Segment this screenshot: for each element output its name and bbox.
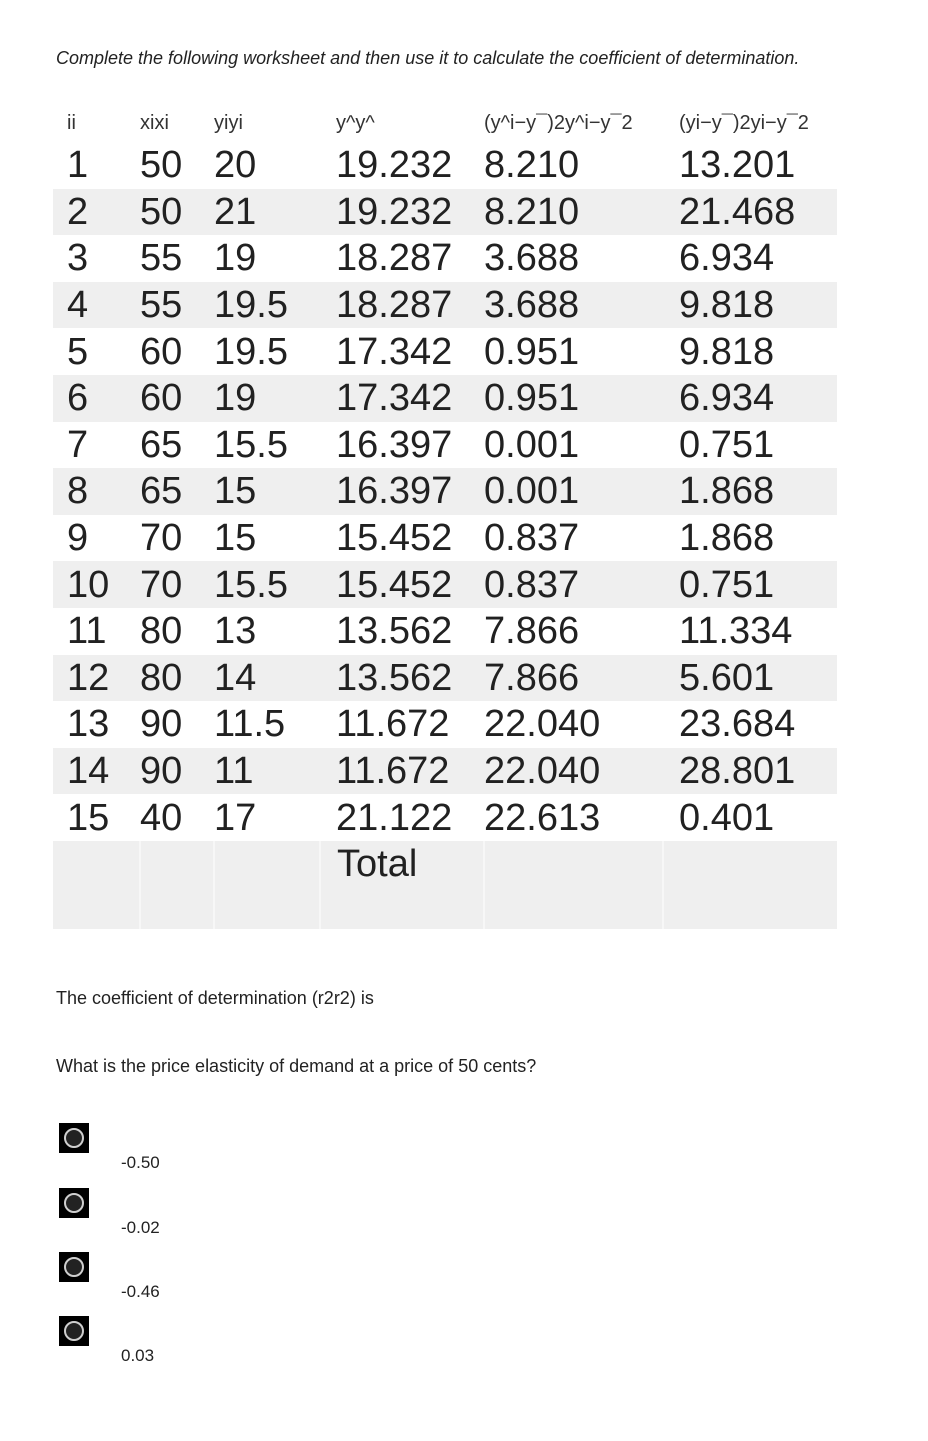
cell-x: 55 (140, 282, 214, 329)
header-y: yiyi (214, 111, 243, 134)
cell-y-hat: 16.397 (320, 468, 484, 515)
answer-option-label: -0.46 (121, 1282, 160, 1301)
cell-total-squares: 13.201 (679, 144, 796, 187)
cell-y: 14 (214, 655, 320, 702)
header-explained-squares: (y^i−y¯)2y^i−y¯2 (484, 111, 633, 134)
cell-y: 21 (214, 189, 320, 236)
cell-y-hat: 13.562 (336, 610, 453, 653)
cell-i: 2 (53, 189, 140, 236)
answer-option-label: -0.02 (121, 1218, 160, 1237)
cell-explained-squares: 7.866 (484, 655, 663, 702)
table-row (53, 328, 837, 375)
table-body (53, 142, 837, 929)
table-row (53, 375, 837, 422)
cell-x: 80 (140, 610, 183, 653)
cell-i: 10 (53, 561, 140, 608)
table-row (53, 561, 837, 608)
cell-y: 19 (214, 375, 320, 422)
total-input-cell[interactable] (663, 841, 837, 929)
cell-y-hat: 21.122 (336, 796, 453, 839)
cell-y-hat: 11.672 (336, 703, 450, 746)
cell-total-squares: 21.468 (663, 189, 837, 236)
cell-y: 11 (214, 748, 320, 795)
radio-icon[interactable] (59, 1188, 89, 1218)
cell-explained-squares: 0.001 (484, 468, 663, 515)
cell-i: 9 (67, 517, 89, 560)
answer-option-1[interactable] (56, 1123, 356, 1173)
cell-x: 55 (140, 237, 183, 280)
cell-y: 15 (214, 468, 320, 515)
table-header-row (53, 104, 837, 142)
cell-i: 1 (67, 144, 89, 187)
worksheet-instruction: Complete the following worksheet and then use it to calculate the coefficient of determination. (56, 48, 800, 68)
total-empty-cell (214, 841, 320, 929)
cell-i: 11 (67, 610, 107, 653)
radio-icon[interactable] (59, 1123, 89, 1153)
cell-total-squares: 0.751 (663, 561, 837, 608)
cell-total-squares: 28.801 (663, 748, 837, 795)
table-row (53, 748, 837, 795)
cell-y: 19.5 (214, 282, 320, 329)
cell-explained-squares: 0.001 (484, 423, 580, 466)
cell-explained-squares: 7.866 (484, 610, 580, 653)
cell-x: 90 (140, 748, 214, 795)
cell-i: 15 (67, 796, 110, 839)
cell-y-hat: 19.232 (336, 144, 453, 187)
cell-y: 19.5 (214, 330, 288, 373)
cell-y: 13 (214, 610, 257, 653)
table-row (53, 142, 837, 189)
cell-x: 70 (140, 517, 183, 560)
cell-y: 15.5 (214, 423, 288, 466)
worksheet-table (53, 104, 837, 929)
cell-y-hat: 19.232 (320, 189, 484, 236)
cell-i: 6 (53, 375, 140, 422)
cell-x: 80 (140, 655, 214, 702)
cell-i: 3 (67, 237, 89, 280)
table-row (53, 794, 837, 841)
table-row (53, 701, 837, 748)
cell-x: 70 (140, 561, 214, 608)
table-row (53, 189, 837, 236)
cell-x: 90 (140, 703, 183, 746)
header-x: xixi (140, 111, 169, 134)
cell-explained-squares: 3.688 (484, 237, 580, 280)
cell-explained-squares: 22.613 (484, 796, 601, 839)
cell-y-hat: 13.562 (320, 655, 484, 702)
table-total-row (53, 841, 837, 929)
cell-total-squares: 5.601 (663, 655, 837, 702)
header-y-hat: y^y^ (336, 111, 375, 134)
cell-total-squares: 23.684 (679, 703, 796, 746)
cell-i: 13 (67, 703, 110, 746)
cell-y: 15 (214, 517, 257, 560)
cell-i: 7 (67, 423, 89, 466)
answer-option-3[interactable] (56, 1252, 356, 1302)
cell-y: 19 (214, 237, 257, 280)
cell-explained-squares: 8.210 (484, 144, 580, 187)
cell-total-squares: 6.934 (663, 375, 837, 422)
cell-y: 20 (214, 144, 257, 187)
table-row (53, 282, 837, 329)
cell-i: 5 (67, 330, 89, 373)
answer-option-label: -0.50 (121, 1153, 160, 1172)
cell-x: 50 (140, 144, 183, 187)
cell-x: 60 (140, 375, 214, 422)
coefficient-prompt: The coefficient of determination (r2r2) is (56, 988, 374, 1008)
cell-explained-squares: 8.210 (484, 189, 663, 236)
cell-y-hat: 17.342 (336, 330, 453, 373)
cell-y-hat: 18.287 (320, 282, 484, 329)
cell-total-squares: 0.751 (679, 423, 775, 466)
cell-explained-squares: 22.040 (484, 748, 663, 795)
cell-y-hat: 11.672 (320, 748, 484, 795)
radio-icon[interactable] (59, 1252, 89, 1282)
cell-explained-squares: 0.951 (484, 375, 663, 422)
total-input-cell[interactable] (484, 841, 663, 929)
cell-total-squares: 0.401 (679, 796, 775, 839)
cell-y-hat: 15.452 (336, 517, 453, 560)
cell-y-hat: 18.287 (336, 237, 453, 280)
header-i: ii (67, 111, 76, 134)
cell-explained-squares: 22.040 (484, 703, 601, 746)
cell-x: 65 (140, 468, 214, 515)
cell-total-squares: 1.868 (679, 517, 775, 560)
cell-explained-squares: 0.837 (484, 561, 663, 608)
cell-i: 4 (53, 282, 140, 329)
cell-y: 15.5 (214, 561, 320, 608)
radio-icon[interactable] (59, 1316, 89, 1346)
cell-x: 40 (140, 796, 183, 839)
cell-x: 60 (140, 330, 183, 373)
cell-total-squares: 11.334 (679, 610, 793, 653)
cell-explained-squares: 3.688 (484, 282, 663, 329)
table-row (53, 422, 837, 469)
cell-y: 17 (214, 796, 257, 839)
cell-total-squares: 9.818 (663, 282, 837, 329)
cell-x: 50 (140, 189, 214, 236)
table-row (53, 515, 837, 562)
cell-x: 65 (140, 423, 183, 466)
table-row (53, 468, 837, 515)
table-row (53, 235, 837, 282)
table-row (53, 608, 837, 655)
total-label: Total (320, 841, 484, 929)
cell-total-squares: 9.818 (679, 330, 775, 373)
total-empty-cell (140, 841, 214, 929)
cell-explained-squares: 0.837 (484, 517, 580, 560)
cell-i: 14 (53, 748, 140, 795)
cell-i: 8 (53, 468, 140, 515)
cell-explained-squares: 0.951 (484, 330, 580, 373)
cell-y-hat: 16.397 (336, 423, 453, 466)
header-total-squares: (yi−y¯)2yi−y¯2 (679, 111, 809, 134)
cell-y-hat: 17.342 (320, 375, 484, 422)
table-row (53, 655, 837, 702)
cell-i: 12 (53, 655, 140, 702)
cell-total-squares: 6.934 (679, 237, 775, 280)
answer-option-4[interactable] (56, 1316, 356, 1366)
answer-option-label: 0.03 (121, 1346, 155, 1365)
total-empty-cell (53, 841, 140, 929)
question-text: What is the price elasticity of demand at a price of 50 cents? (56, 1056, 537, 1076)
cell-y: 11.5 (214, 703, 286, 746)
cell-total-squares: 1.868 (663, 468, 837, 515)
answer-option-2[interactable] (56, 1188, 356, 1238)
cell-y-hat: 15.452 (320, 561, 484, 608)
